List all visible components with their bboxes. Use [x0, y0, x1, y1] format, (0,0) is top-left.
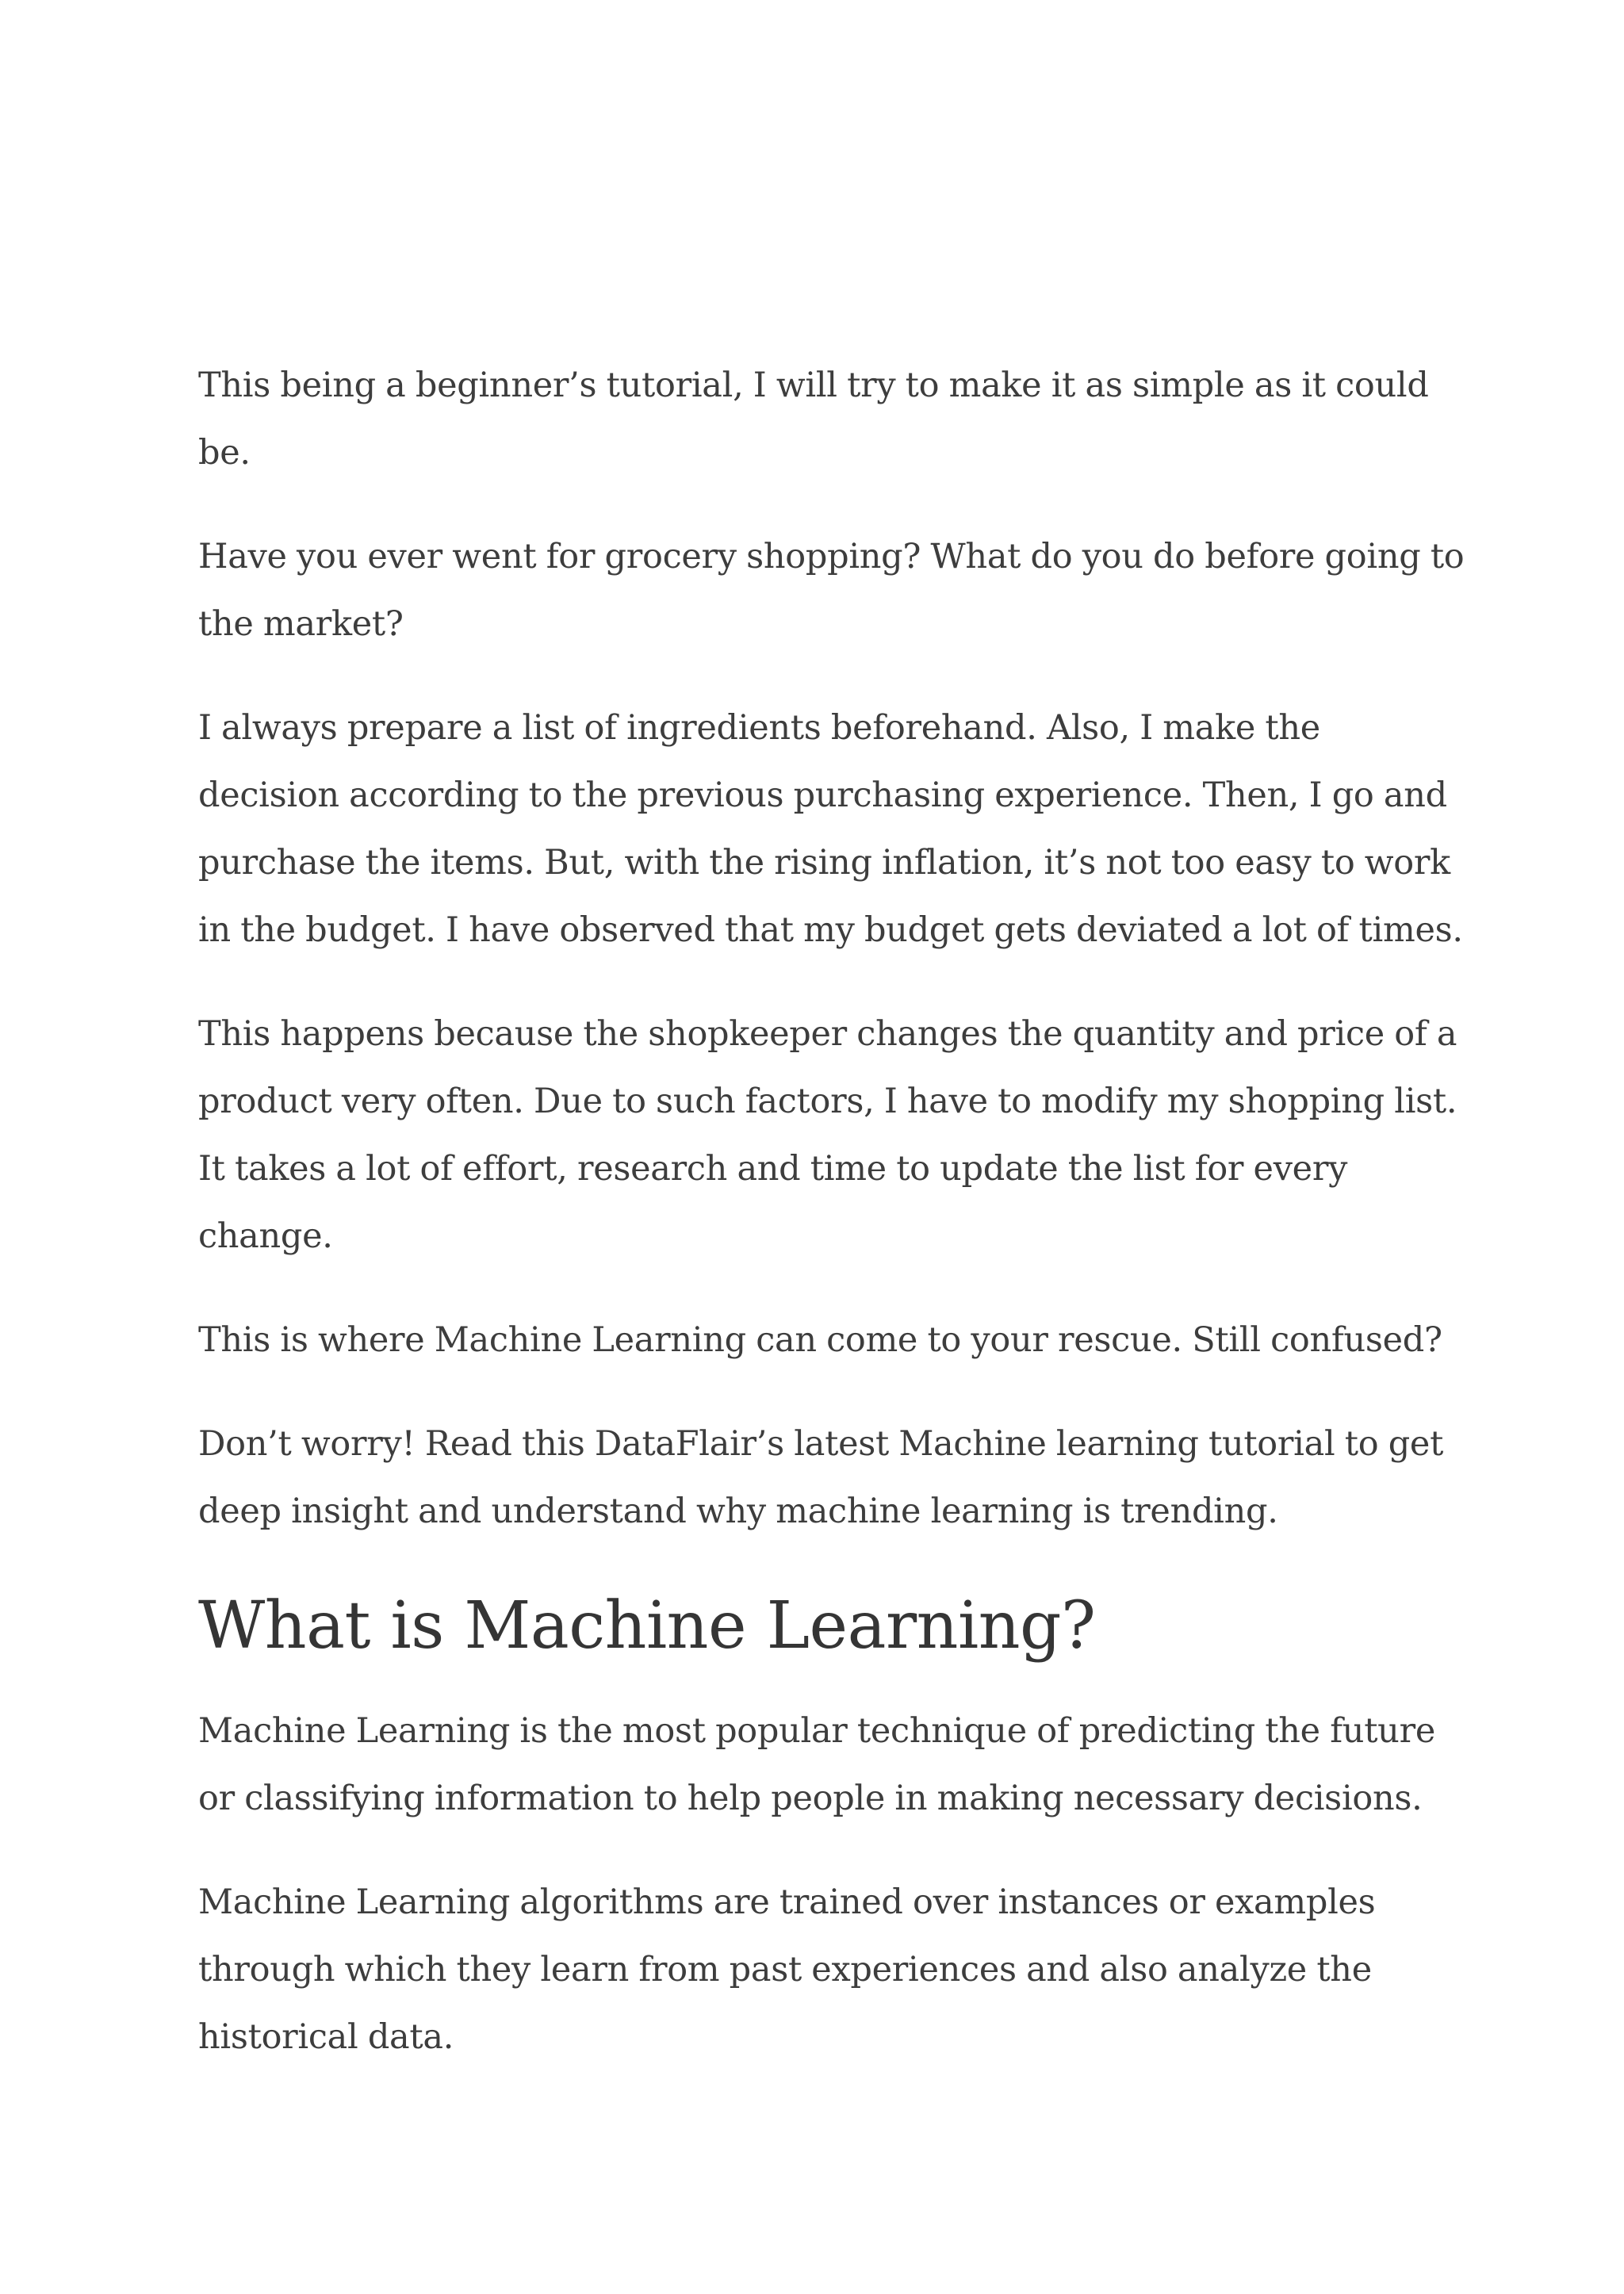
body-paragraph-2: Machine Learning algorithms are trained over instances or examples through which they learn from past experiences and also analyze the historical data. [198, 1882, 1376, 2057]
section-heading: What is Machine Learning? [198, 1588, 1096, 1664]
intro-paragraph-6: Don’t worry! Read this DataFlair’s latest Machine learning tutorial to get deep insight and understand why machine learning is trending. [198, 1424, 1444, 1531]
intro-paragraph-4: This happens because the shopkeeper changes the quantity and price of a product very often. Due to such factors, I have to modify my shopping list. It takes a lot of effort, research and time to update the list for every change. [198, 1014, 1457, 1256]
body-paragraph-1: Machine Learning is the most popular technique of predicting the future or classifying information to help people in making necessary decisions. [198, 1711, 1435, 1818]
intro-paragraph-2: Have you ever went for grocery shopping? What do you do before going to the market? [198, 537, 1465, 644]
intro-paragraph-1: This being a beginner’s tutorial, I will try to make it as simple as it could be. [198, 366, 1429, 473]
article [198, 352, 1467, 2108]
intro-paragraph-3: I always prepare a list of ingredients beforehand. Also, I make the decision according to the previous purchasing experience. Then, I go and purchase the items. But, with the rising inflation, it’s not too easy to work in the budget. I have observed that my budget gets deviated a lot of times. [198, 708, 1463, 950]
intro-paragraph-5: This is where Machine Learning can come to your rescue. Still confused? [198, 1320, 1442, 1360]
